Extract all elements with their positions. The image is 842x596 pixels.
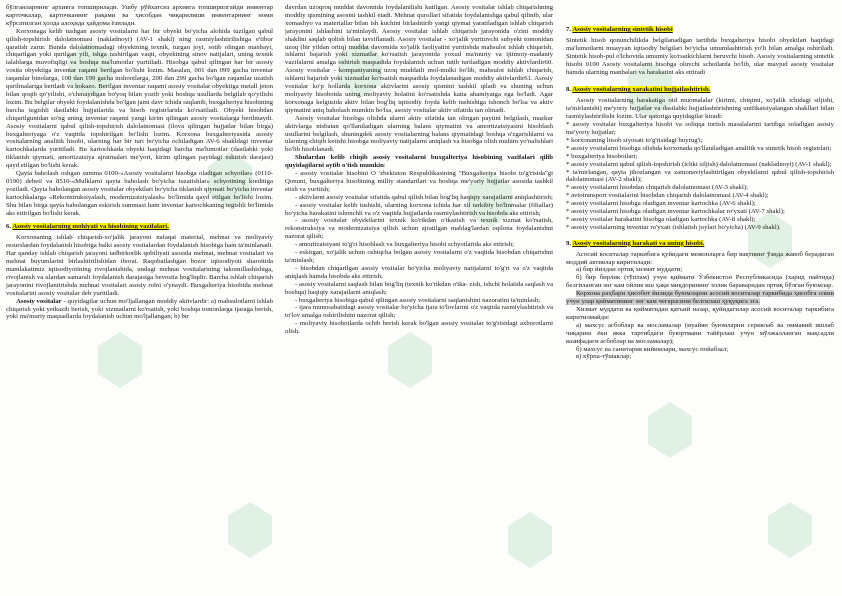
paragraph: Асосий воситалар таркибига қуйидаги межонларга бир вақтнинг ўзида жавоб берадиган моддий активлар киритилади: — [566, 250, 834, 266]
paragraph: Korxonaga kelib tushgan asosiy vositalarni har bir obyekt bo'yicha alohida tuzilgan qabul qilish-topshirish dalolatnomasi (nakladnoyi) (AV-1 shakl) ning rasmiylashtirilishiga e'tibor qaratish zarur. Bunda dalolatnomadagi obyektning texnik, turgan joyi, sotib olingan manbayi, chiqarilgan yoki qurilgan yili, ishga tushirilgan vaqti, obyektning sinov natijalari, uning texnik talablarga muvofiqligi va boshqa ma'lumotlar yuritiladi. Hisobga qabul qilingan har bir asosiy vosita obyektiga inventar raqami berilgan bo'lishi lozim. Masalan, 001 dan 099 gacha inventar raqamlar binolarga, 100 dan 199 gacha inshootlarga, 200 dan 299 gacha bo'lgan raqamlar uzatish qurilmalariga beriladi va hokazo. Berilgan inventar raqami asosiy vositalar obyektiga metall jeton bilan qoqib qo'yilishi, o'chmaydigan bo'yoq bilan yozib yoki boshqa usullarda belgilab qo'yilishi lozim. Bu belgilar obyekt foydalanishda bo'lgan jami davr ichida saqlanib, buxgalteriya hisobining barcha tegishli dastlabki hujjatlarida va hisob registrlarida ko'rsatiladi. Obyekt hisobdan chiqarilgunidan so'ng uning inventar raqami yangi kirim qilingan asosiy vositalarga berilmaydi. Asosiy vositalarni qabul qilish-topshirish dalolatnomasi (ilova qilingan hujjatlar bilan birga) buxgalteriyaga o'z vaqtida topshirilgan bo'lishi lozim. Korxona buxgalteriyasida asosiy vositalarning analitik hisobi, ularning har bir turi bo'yicha ochiladigan AV-6 shakldagi inventar kartochkalarda yuritiladi. Bu kartochkada obyekt haqidagi barcha ma'lumotlar (dastlabki yoki tiklanish qiymati, amortizatsiya ajratmalari me'yori, kirim qilingan paytdagi eskirish darajasi) qayd etilgan bo'lishi kerak. — [6, 27, 273, 170]
heading-text: Asosiy vositalarning xarakatini hujjatlashtirish. — [572, 86, 711, 94]
paragraph: Asosiy vositalar hisobga olishda ularni aktiv sifatida tan olingan paytini belgilash, mazkur aktivlarga nisbatan qo'llaniladigan ularning balans qiymatini va amortizatsiyasini hisoblash usullarini belgilash, shuningdek asosiy vositalarning balans qiymatidagi boshqa o'zgarishlarni va ularning chiqib ketishi hisobga moliyaviy natijalarni aniqlash va hisobga olish muhim yo'nalishlari bo'lib hisoblanadi. — [285, 114, 553, 154]
paragraph: Sintetik hisob qonunchilikda belgilanadigan tartibda buxgalteriya hisobi obyektlari haqidagi ma'lumotlarni muayyan iqtisodiy belgilari bo'yicha umumlashtirish yo'li bilan amalga oshiriladi. Sintetik hisob-pul o'lchovida umumiy ko'rsatkichlarni beruvchi hisob. Asosiy vositalarning sintetik hisobi 0100 Asosiy vositalarni hisobga oluvchi schotlarda bo'lib, ular mavjud asosiy vositalar hamda ularning manbalari va harakatini aks ettiradi — [566, 36, 834, 76]
paragraph — [285, 154, 553, 170]
list-item: - moliyaviy hisobotlarda ochib berish kerak bo'lgan asosiy vositalar to'g'risidagi axborotlarni olish. — [285, 320, 553, 336]
list-item: * asosiy vositalarni qabul qilish-topshirish (ichki siljish) dalolatnomasi (nakladnoyi) (AV-1 shakl); — [566, 160, 832, 168]
list-item: * asosiy vositalarni hisobga oladigan inventar kartochka (AV-6 shakl); — [566, 200, 756, 208]
list-item: * buxgalteriya hisobotlari; — [566, 152, 638, 160]
section-heading-7 — [566, 26, 834, 34]
paragraph: бўлганларнинг архивга топширилади. Ушбу рўйхатсиз архивга топширилгайди инвентар карточкалар, карточканинг рақами ва ҳисобдан чиқарилиши инвентарнинг номи кўрсатилган ҳолда алоҳида ҳайдома ёзилади. — [6, 4, 273, 27]
list-item: - amortizatsiyani to'g'ri hisoblash va buxgalteriya hisobi schyotlarida aks ettirish; — [295, 241, 514, 249]
column-right — [566, 4, 834, 594]
paragraph: Хизмат муддати ва қийматидан қатъий назар, қуйидагилар асосий воситалар таркибига киритилмайди: — [566, 306, 834, 321]
paragraph-text: : — [383, 162, 386, 170]
list-item: * avtotransport vositalarini hisobdan chiqarish dalolatnomasi (AV-4 shakl); — [566, 192, 769, 200]
list-item: - asosiy vositalar obyektlarini texnik ko'rikdan o'tkazish va texnik xizmat ko'rsatish, rekonstruksiya va modernizatsiya qilish uchun ajratilgan mablag'lardan oqilona foydalanishni nazorat qilish; — [285, 217, 553, 241]
paragraph: Korxonaning ishlab chiqarish-xo'jalik jarayoni nafaqat material, mehnat va moliyaviy resurslardan foydalanish hisobiga balki asosiy vositalardan foydalanish hisobiga ham ta'minlanadi. Har qanday ishlab chiqarish jarayoni tadbirkorlik qobiliyati asosida mehnat, mehnat vositalari va mehnat buyumlarini birlashtirilishidan iborat. Raqobatlashgan bozor iqtisodiyoti sharoitida mamlakatimiz iqtisodiyotining rivojlanishida, undagi mehnat vositalarining takomillashishiga, rivojlanish va ulardan samarali foydalanish darajasiga bevosita bog'liqdir. Barcha ishlab chiqarish jarayonini rivojlantirishda mehnat vositalari asosiy rolni o'ynaydi. Buxgalteriya hisobida mehnat vositalarini asosiy vositalar deb yuritiladi. — [6, 234, 273, 297]
list-item: - hisobdan chiqarilgan asosiy vositalar bo'yicha moliyaviy natijalarni to'g'ri va o'z vaqtida aniqlash hamda hisobda aks ettirish; — [285, 264, 553, 280]
list-item: * korxonaning hisob siyosati to'g'risidagi buyrug'i; — [566, 136, 703, 144]
list-item: в) кўрпа-тўшаклар; — [576, 353, 632, 361]
list-item: - buxgalteriya hisobiga qabul qilingan asosiy vositalarni saqlanishini nazoratini ta'minlash; — [295, 296, 541, 304]
shaded-text: Корхона раҳбари ҳисобот йилида буюмларни асосий воситалар таркибида ҳисобга олиш учун улар қийматининг энг кам чегарасини белгилаш ҳуқуқига эга. — [566, 290, 834, 306]
list-item: * asosiy vositalarni hisobga olishda korxonada qo'llaniladigan analitik va sintetik hisob registrlari; — [566, 144, 832, 152]
section-heading-8 — [566, 86, 834, 94]
paragraph — [6, 298, 273, 322]
heading-number: 6. — [6, 223, 12, 231]
heading-number: 9. — [566, 239, 572, 247]
column-left — [6, 4, 273, 594]
paragraph-text: - quyidagilar uchun mo'ljallangan moddiy aktivlardir: a) mahsulotlarni ishlab chiqarish yoki yetkazib berish, yoki xizmatlarni ko'rsatish, yoki boshqa tomonlarga ijaraga berish, yoki ma'muriy maqsadlarda foydalanish uchun mo'ljallangan; b) bir — [6, 297, 273, 321]
list-item: - ijara munosabatidagi asosiy vositalar bo'yicha ijara to'lovlarini o'z vaqtida rasmiylashtirish va to'lov amalga oshirilishini nazorat qilish; — [285, 304, 553, 320]
bold-lead: Shulardan kelib chiqib asosiy vositalarni buxgalteriya hisobining vazifalari qilib quyidagilarni aytib o'tish mumkin — [285, 154, 553, 170]
list-item: * asosiy vositalarni hisobdan chiqarish dalolatnomasi (AV-3 shakl); — [566, 184, 749, 192]
heading-text: Asosiy vositalarning sintetik hisobi — [572, 26, 673, 33]
list-item: - eskirgan, xo'jalik uchun oshiqcha bolgan asosiy vositalarni o'z vaqtida hisobdan chiqarishni ta'minlash; — [285, 249, 553, 264]
list-item: б) махсус ва санитария кийимлари, махсус пойабзал; — [576, 345, 729, 353]
heading-number: 7. — [566, 26, 572, 33]
heading-text: Asosiy vositalarning mohiyati va hisobining vazifalari. — [12, 223, 169, 231]
heading-text: Asosiy vositalarning harakati va uning hisobi. — [572, 239, 705, 247]
list-item: а) махсус асбоблар ва мосламалар (муайян буюмларни сериялаб ва оммавий ишлаб чиқариш ёки якка тартибдаги буюртмани тайёрлаш учун мўлжалланган мақсадли вазифадаги асбоблар ва мосламалар); — [566, 321, 834, 345]
list-item: - asosiy vositalarni saqlash bilan bog'liq (texnik ko'rikdan o'tka- zish, ishchi holatida saqlash va boshqa) haqiqiy xarajatlarni aniqlash; — [285, 280, 553, 296]
bold-term: Asosiy vositalar — [16, 297, 62, 305]
paragraph: davrdan uzoqroq muddat davomida foydalanilishi kutilgan. Asosiy vositalar ishlab chiqarishning moddiy qismining asosini tashkil etadi. Mehnat qurollari sifatida foydalanishga qabul qilinib, ular xomashyo va materiallar bilan ish kuchini birlashtirib yangi qiymat yaratiladigan ishlab chiqarish jarayonini ishlashini ta'minlaydi. Asosiy vositalar ishlab chiqarish jarayonida o'zini moddiy shaklini saqlab qolish bilan tavsiflanadi. Asosiy vositalar - xo'jalik yurituvchi subyekt tomonidan uzoq (bir yildan ortiq) muddat davomida xo'jalik faoliyatini yuritishda mahsulot ishlab chiqarish, ishlarni bajarish yoki xizmatlar ko'rsatish jarayonida yoxud ma'muriy va ijtimoiy-madaniy vazifalarni amalga oshirish maqsadida foydalanish uchun tutib turiladigan moddiy aktivlardir60. Asosiy vositalar - kompaniyaning uzoq muddatli mol-mulki bo'lib, mahsulot ishlab chiqarish, ishlarni bajarish yoki xizmatlar ko'rsatish maqsadida foydalanadigan moddiy aktivlardir61. Asosiy vositalar ko'p hollarda korxona aktivlarini asosiy qismini tashkil qiladi va shuning uchun moliyaviy hisobotda uning moliyaviy holatini ko'rsatishda katta ahamiyatga ega bo'ladi. Agar korxonaga kelgusida aktiv bilan bog'liq iqtisodiy foyda kelib tushishiga ishonch bo'lsa va aktiv qiymatini aniq baholash mumkin bo'lsa, asosiy vositalar aktiv sifatida tan olinadi. — [285, 4, 553, 114]
list-item: * asosiy vositalar buxgalteriya hisobi va soliqqa tortish masalalarini tartibga soladigan asosiy me'yoriy hujjatlar; — [566, 121, 834, 136]
list-item: * asosiy vositalarni hisobga oladigan inventar kartochkalar ro'yxati (AV-7 shakl); — [566, 208, 785, 216]
list-item: - asosiy vositalar hisobini O 'zbekiston Respublikasining "Buxgalteriya hisobi to'g'risida"gi Qonuni, buxgalteriya hisobining milliy standartlari va boshqa me'yoriy hujjatlar asosida tashkil etish va yuritish; — [285, 170, 553, 193]
list-item: * ta'mirlangan, qayta jihozlangan va zamonaviylashtirilgan obyektlarni qabul qilish-topshirish dalolatnomasi (AV-2 shakl); — [566, 168, 834, 184]
list-item: * asosiy vositalar harakatini hisobga oladigan kartochka (AV-8 shakl); — [566, 215, 756, 223]
column-middle — [285, 4, 553, 594]
paragraph: Qayta baholash oshgan summa 0100-«Asosiy vositalarni hisobga oladigan schyotlar» (0110-0190) debeti va 8510-«Mulklarni qayta baholash bo'yicha tuzatishlar» schyotining kreditiga yoziladi. Qayta baholangan asosiy vositalar obyektlari bo'yicha tiklanish qiymati bo'yicha inventar kartochkalarga «Rekonstruksiyalash, modernizatsiyalash» bo'limida qayd etilgan bo'lishi lozim. Shu bilan birga qayta baholangan eskirish summasi ham inventar kartochkaning tegishli bo'limida aks ettirilgan bo'lishi kerak. — [6, 170, 273, 217]
heading-number: 8. — [566, 86, 572, 94]
section-heading-9 — [566, 240, 834, 248]
list-item: - aktivlarni asosiy vositalar sifatida qabul qilish bilan bog'liq haqiqiy xarajatlarni aniqlashtirish; — [295, 193, 553, 201]
list-item: б) бир бирлик (тўплам) учун қиймати Ўзбекистон Республикасида (харид пайтида) белгиланган энг кам ойлик иш ҳақи миқдорининг эллик бараваридан ортиқ бўлган буюмлар. — [566, 274, 834, 290]
paragraph: Asosiy vositalarning harakatiga oid muomalalar (kirimi, chiqimi, xo'jalik ichidagi siljishi, ta'mirlanishi) me'yoriy hujjatlar va dastlabki hujjatlashtirishning unifikatsiyalangan shakllari bilan rasmiylashtirilishi lozim. Ular qatoriga quyidagilar kiradi: — [566, 97, 834, 121]
list-item: * asosiy vositalarning inventar ro'yxati (ishlatish joylari bo'yicha) (AV-9 shakl). — [566, 223, 781, 231]
section-heading-6 — [6, 223, 273, 231]
paragraph — [566, 290, 834, 306]
list-item: - asosiy vositalar kelib tushishi, ularning korxona ichida har xil tarkibiy bo'linmalar (filiallar) bo'yicha harakatini ishonchli va o'z vaqtida hujjatlarda rasmiylashtirish va hisobda aks ettirish; — [285, 201, 553, 217]
list-item: а) бир йилдан ортиқ хизмат муддати; — [576, 266, 683, 274]
